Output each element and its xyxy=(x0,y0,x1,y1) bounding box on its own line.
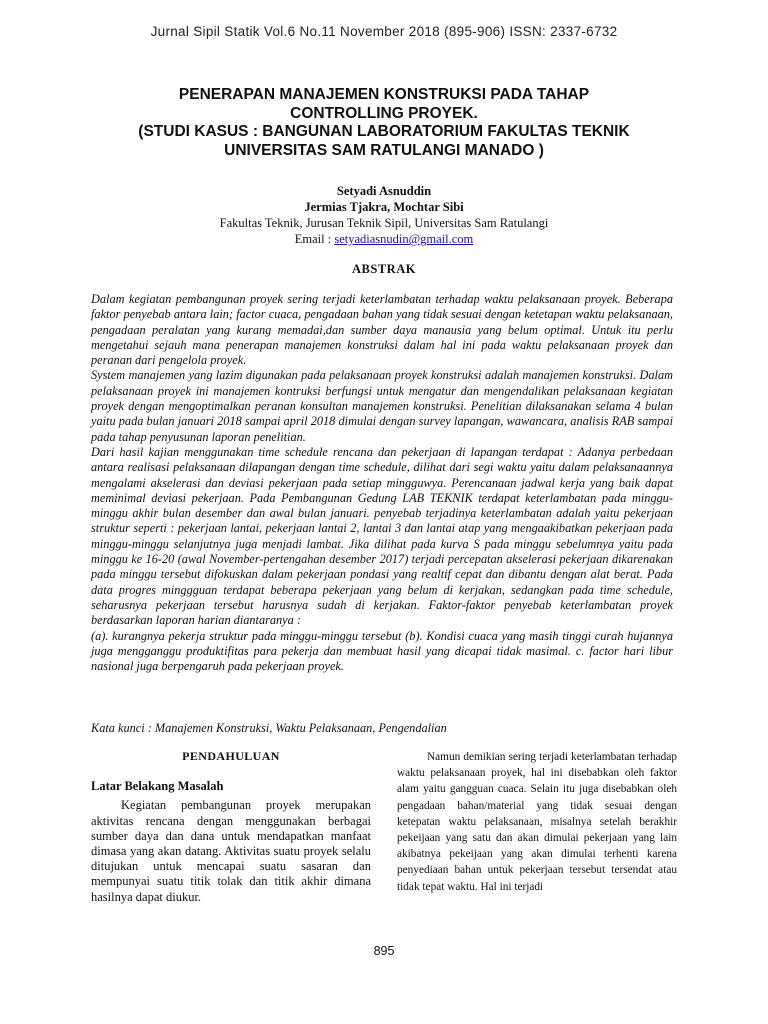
subsection-heading: Latar Belakang Masalah xyxy=(91,779,224,794)
abstract-heading: ABSTRAK xyxy=(352,262,416,276)
section-heading: PENDAHULUAN xyxy=(182,749,280,763)
abstract-paragraph: Dari hasil kajian menggunakan time schedule rencana dan pekerjaan di lapangan terdapat : Adanya perbedaan antara realisasi pelaksanaan dilapangan dengan time schedule, dilihat dari segi waktu yaitu dalam pelaksanaannya mengalami akselerasi dan deviasi pekerjaan pada setiap mingguwya. Perencanaan jadwal kerja yang baik dapat meminimal deviasi pekerjaan. Pada Pembangunan Gedung LAB TEKNIK terdapat keterlambatan pada minggu-minggu akhir bulan desember dan awal bulan januari. penyebab terjadinya keterlambatan adalah yaitu pekerjaan struktur seperti : pekerjaan lantai, pekerjaan lantai 2, lantai 3 dan lantai atap yang mengaakibatkan pekerjaan pada minggu-minggu selanjutnya juga menjadi lambat. Jika dilihat pada kurva S pada minggu sebelumnya yaitu pada minggu ke 16-20 (awal November-pertengahan desember 2017) terjadi percepatan akselerasi pekerjaan dikarenakan pada minggu tersebut difokuskan dalam pekerjaan pondasi yang realtif cepat dan dibantu dengan alat berat. Pada data progres minggguan terdapat beberapa pekerjaan yang belum di kerjakan, sedangkan pada time schedule, seharusnya pekerjaan tersebut harusnya sudah di kerjakan. Faktor-faktor penyebab keterlambatan proyek berdasarkan laporan harian diantaranya : xyxy=(91,444,673,628)
title-line: PENERAPAN MANAJEMEN KONSTRUKSI PADA TAHAP xyxy=(178,86,590,103)
title-line: (STUDI KASUS : BANGUNAN LABORATORIUM FAKULTAS TEKNIK xyxy=(138,123,630,140)
abstract-paragraph: System manajemen yang lazim digunakan pada pelaksanaan proyek konstruksi adalah manajemen konstruksi. Dalam pelaksanaan proyek ini manajemen kontruksi berfungsi untuk mengatur dan mengendalikan pelaksanaan kegiatan proyek dengan mengoptimalkan peranan konsultan manajemen konstruksi. Penelitian dilaksanakan selama 4 bulan yaitu pada bulan januari 2018 sampai april 2018 dimulai dengan survey lapangan, wawancara, analisis RAB sampai pada tahap penyusunan laporan penelitian. xyxy=(91,368,673,444)
email-label: Email : xyxy=(294,232,335,246)
title-line: CONTROLLING PROYEK. xyxy=(290,104,478,122)
abstract-body xyxy=(91,292,673,674)
author-primary: Setyadi Asnuddin xyxy=(336,184,432,198)
page-number: 895 xyxy=(373,944,395,958)
email-line xyxy=(80,231,688,247)
abstract-paragraph: (a). kurangnya pekerja struktur pada minggu-minggu tersebut (b). Kondisi cuaca yang masih tinggi curah hujannya juga mengganggu produktifitas para pekerja dan membuat hasil yang dicapai tidak masimal. c. factor hari libur nasional juga berpengaruh pada pekerjaan proyek. xyxy=(91,628,673,674)
affiliation: Fakultas Teknik, Jurusan Teknik Sipil, Universitas Sam Ratulangi xyxy=(219,216,549,230)
body-paragraph: Namun demikian sering terjadi keterlambatan terhadap waktu pelaksanaan proyek, hal ini disebabkan oleh faktor alam yaitu gangguan cuaca. Selain itu juga disebabkan oleh pengadaan bahan/material yang tidak sesuai dengan ketepatan waktu pelaksanaan, misalnya setelah berakhir pekeijaan yang satu dan akan dimulai pekerjaan yang lain akibatnya pekeijaan yang akan dimulai terhenti karena penyediaan bahan untuk pekerjaan tersebut tersendat atau tidak tepat waktu. Hal ini terjadi xyxy=(397,751,677,893)
abstract-paragraph: Dalam kegiatan pembangunan proyek sering terjadi keterlambatan terhadap waktu pelaksanaan proyek. Beberapa faktor penyebab antara lain; factor cuaca, pengadaan bahan yang tidak sesuai dengan ketetapan waktu pelaksanaan, pengadaan peralatan yang kurang memadai,dan sumber daya manausia yang belum optimal. Untuk itu perlu mengetahui sejauh mana penerapan manajemen konstruksi dalam hal ini pada waktu pelaksanaan proyek dan peranan dari pengelola proyek. xyxy=(91,292,673,368)
author-block xyxy=(80,183,688,247)
title-line: UNIVERSITAS SAM RATULANGI MANADO ) xyxy=(224,141,544,159)
left-column xyxy=(91,749,371,905)
right-column xyxy=(397,749,677,895)
journal-header: Jurnal Sipil Statik Vol.6 No.11 November 2018 (895-906) ISSN: 2337-6732 xyxy=(150,24,618,39)
paper-title xyxy=(80,86,688,160)
author-coauthors: Jermias Tjakra, Mochtar Sibi xyxy=(304,200,464,214)
keywords: Kata kunci : Manajemen Konstruksi, Waktu Pelaksanaan, Pengendalian xyxy=(91,721,447,735)
body-paragraph: Kegiatan pembangunan proyek merupakan aktivitas rencana dengan menggunakan berbagai sumber daya dan dana untuk mendapatkan manfaat dimasa yang akan datang. Aktivitas suatu proyek selalu ditujukan untuk mencapai suatu sasaran dan mempunyai suatu titik tolak dan titik akhir dimana hasilnya dapat diukur. xyxy=(91,798,371,904)
email-link[interactable]: setyadiasnudin@gmail.com xyxy=(334,232,474,246)
